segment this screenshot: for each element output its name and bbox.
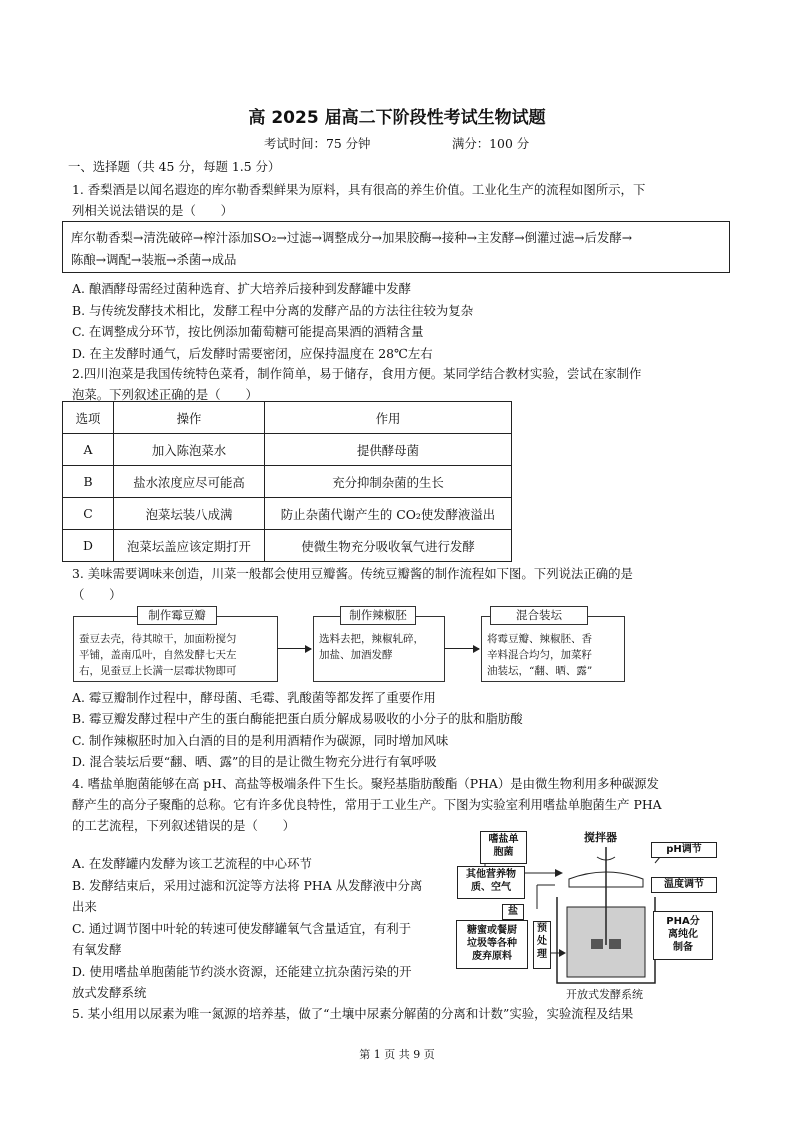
flow-step-text: 选料去把，辣椒轧碎，	[319, 633, 424, 645]
flow-step-text: 辛料混合均匀，加菜籽	[487, 649, 592, 661]
q4-option-b-line2: 出来	[72, 899, 97, 914]
q4-option-d-line1: D. 使用嗜盐单胞菌能节约淡水资源，还能建立抗杂菌污染的开	[72, 964, 412, 979]
q3-option-c: C. 制作辣椒胚时加入白酒的目的是利用酒精作为碳源，同时增加风味	[72, 733, 449, 748]
nutrients-box	[457, 866, 525, 899]
table-header-row	[63, 402, 512, 434]
page-title: 高 2025 届高二下阶段性考试生物试题	[248, 108, 546, 128]
flow-step-box	[313, 616, 445, 682]
diagram-label: 处	[537, 936, 547, 947]
flow-step-text: 油装坛，“翻、晒、露”	[487, 665, 593, 677]
diagram-label: 理	[537, 949, 547, 960]
q4-option-c-line1: C. 通过调节图中叶轮的转速可使发酵罐氧气含量适宜，有利于	[72, 921, 412, 936]
q2-stem-line1: 2.四川泡菜是我国传统特色菜肴，制作简单，易于储存，食用方便。某同学结合教材实验，尝试在家制作	[72, 366, 642, 381]
arrow-right-icon	[277, 648, 311, 649]
q3-stem-line1: 3. 美味需要调味来创造，川菜一般都会使用豆瓣酱。传统豆瓣酱的制作流程如下图。下列说法正确的是	[72, 566, 633, 581]
q2-stem-line2: 泡菜。下列叙述正确的是（ ）	[72, 387, 258, 402]
q1-option-c: C. 在调整成分环节，按比例添加葡萄糖可能提高果酒的酒精含量	[72, 324, 424, 339]
open-fermentation-caption: 开放式发酵系统	[566, 988, 643, 1001]
exam-time: 考试时间：75 分钟	[264, 136, 371, 151]
q4-option-b-line1: B. 发酵结束后，采用过滤和沉淀等方法将 PHA 从发酵液中分离	[72, 878, 423, 893]
q1-stem-line2: 列相关说法错误的是（ ）	[72, 203, 234, 218]
table-cell: 加入陈泡菜水	[114, 434, 265, 466]
q3-stem-line2: （ ）	[72, 587, 122, 602]
diagram-label: 废弃原料	[472, 951, 512, 962]
q3-option-b: B. 霉豆瓣发酵过程中产生的蛋白酶能把蛋白质分解成易吸收的小分子的肽和脂肪酸	[72, 711, 523, 726]
flow-step-box	[73, 616, 278, 682]
flow-step-heading: 混合装坛	[490, 606, 588, 625]
q1-stem-line1: 1. 香梨酒是以闻名遐迩的库尔勒香梨鲜果为原料，具有很高的养生价值。工业化生产的流程如图所示，下	[72, 182, 646, 197]
q2-options-table	[62, 401, 512, 562]
ph-control-box: pH调节	[651, 842, 717, 858]
q1-process-line1: 库尔勒香梨→清洗破碎→榨汁添加SO₂→过滤→调整成分→加果胶酶→接种→主发酵→倒灌过滤→后发酵→	[71, 230, 633, 245]
table-cell: C	[63, 498, 114, 530]
page-footer: 第 1 页 共 9 页	[359, 1048, 435, 1061]
q4-stem-line1: 4. 嗜盐单胞菌能够在高 pH、高盐等极端条件下生长。聚羟基脂肪酸酯（PHA）是由微生物利用多种碳源发	[72, 776, 659, 791]
q4-option-c-line2: 有氧发酵	[72, 942, 122, 957]
diagram-label: 糖蜜或餐厨	[467, 925, 517, 936]
table-header: 选项	[63, 402, 114, 434]
waste-box	[456, 920, 528, 969]
diagram-label: 胞菌	[493, 847, 514, 858]
flow-step-text: 右，见蚕豆上长满一层霉状物即可	[79, 665, 237, 677]
q4-stem-line2: 酵产生的高分子聚酯的总称。它有许多优良特性，常用于工业生产。下图为实验室利用嗜盐单胞菌生产 PHA	[72, 797, 662, 812]
flow-step-heading: 制作霉豆瓣	[137, 606, 217, 625]
diagram-label: 质、空气	[471, 882, 511, 893]
table-cell: 泡菜坛装八成满	[114, 498, 265, 530]
flow-step-text: 将霉豆瓣、辣椒胚、香	[487, 633, 592, 645]
q1-process-box	[62, 221, 730, 273]
table-cell: D	[63, 530, 114, 562]
table-header: 操作	[114, 402, 265, 434]
table-row	[63, 530, 512, 562]
diagram-label: PHA分	[666, 916, 700, 927]
q1-option-b: B. 与传统发酵技术相比，发酵工程中分离的发酵产品的方法往往较为复杂	[72, 303, 474, 318]
table-row	[63, 466, 512, 498]
flow-step-text: 平铺，盖南瓜叶，自然发酵七天左	[79, 649, 237, 661]
pretreat-box	[533, 921, 551, 969]
diagram-label: 预	[537, 923, 547, 934]
flow-step-box	[481, 616, 625, 682]
table-cell: B	[63, 466, 114, 498]
arrow-right-icon	[444, 648, 479, 649]
q5-stem-line1: 5. 某小组用以尿素为唯一氮源的培养基，做了“土壤中尿素分解菌的分离和计数”实验，实验流程及结果	[72, 1006, 634, 1021]
q3-option-d: D. 混合装坛后要“翻、晒、露”的目的是让微生物充分进行有氧呼吸	[72, 754, 437, 769]
table-cell: A	[63, 434, 114, 466]
diagram-label: 制备	[673, 942, 693, 953]
flow-step-heading: 制作辣椒胚	[340, 606, 416, 625]
temperature-control-box: 温度调节	[651, 877, 717, 893]
q4-option-a: A. 在发酵罐内发酵为该工艺流程的中心环节	[72, 856, 312, 871]
q4-option-d-line2: 放式发酵系统	[72, 985, 147, 1000]
flow-step-text: 加盐、加酒发酵	[319, 649, 393, 661]
section-heading: 一、选择题（共 45 分，每题 1.5 分）	[68, 159, 281, 174]
diagram-label: 嗜盐单	[488, 834, 519, 845]
table-row	[63, 498, 512, 530]
diagram-label: 离纯化	[668, 929, 698, 940]
table-row	[63, 434, 512, 466]
strain-box	[480, 831, 527, 864]
diagram-label: 垃圾等各种	[467, 938, 517, 949]
table-cell: 泡菜坛盖应该定期打开	[114, 530, 265, 562]
table-cell: 使微生物充分吸收氧气进行发酵	[265, 530, 512, 562]
stirrer-label: 搅拌器	[584, 831, 617, 844]
q1-option-a: A. 酿酒酵母需经过菌种选育、扩大培养后接种到发酵罐中发酵	[72, 281, 411, 296]
q3-option-a: A. 霉豆瓣制作过程中，酵母菌、毛霉、乳酸菌等都发挥了重要作用	[72, 690, 436, 705]
q1-option-d: D. 在主发酵时通气，后发酵时需要密闭，应保持温度在 28℃左右	[72, 346, 433, 361]
table-cell: 盐水浓度应尽可能高	[114, 466, 265, 498]
table-header: 作用	[265, 402, 512, 434]
flow-step-text: 蚕豆去壳，待其晾干，加面粉搅匀	[79, 633, 237, 645]
pha-purification-box	[653, 911, 713, 960]
q4-stem-line3: 的工艺流程，下列叙述错误的是（ ）	[72, 818, 296, 833]
table-cell: 防止杂菌代谢产生的 CO₂使发酵液溢出	[265, 498, 512, 530]
q1-process-line2: 陈酿→调配→装瓶→杀菌→成品	[71, 252, 237, 267]
table-cell: 充分抑制杂菌的生长	[265, 466, 512, 498]
exam-score: 满分：100 分	[452, 136, 530, 151]
table-cell: 提供酵母菌	[265, 434, 512, 466]
diagram-label: 其他营养物	[466, 869, 516, 880]
salt-box: 盐	[502, 904, 524, 920]
